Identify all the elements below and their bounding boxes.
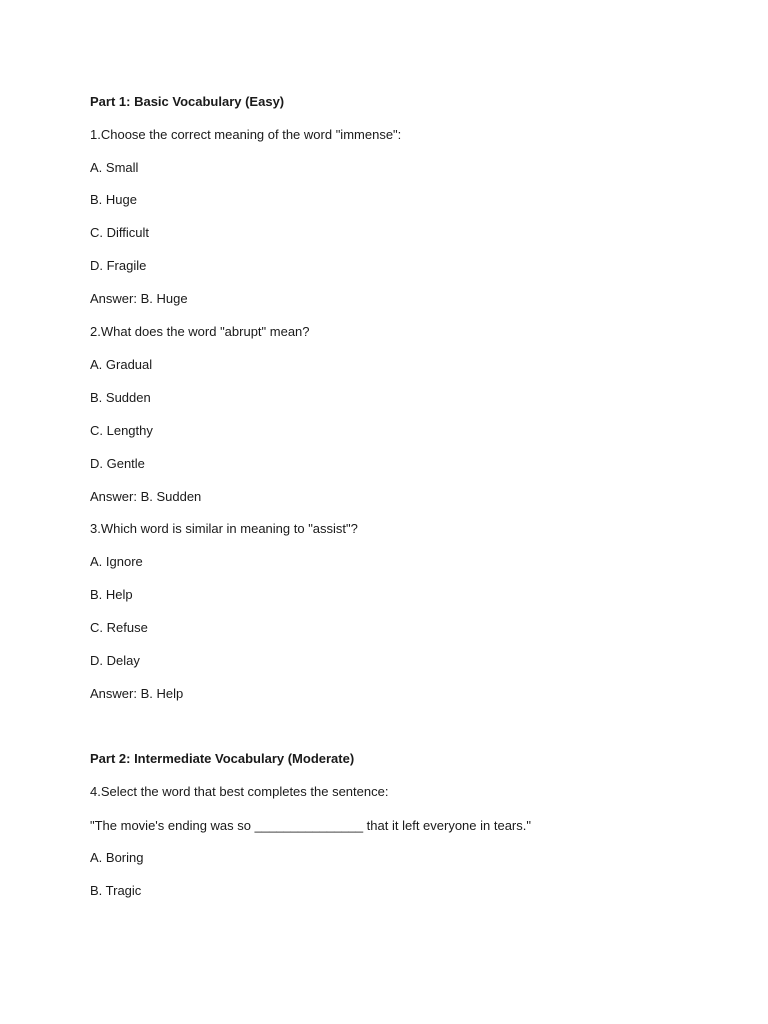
q2-answer: Answer: B. Sudden	[90, 489, 202, 504]
q2-option-c: C. Lengthy	[90, 423, 153, 438]
question-2: 2.What does the word "abrupt" mean?	[90, 324, 310, 339]
q4-sentence: "The movie's ending was so _______________ that it left everyone in tears."	[90, 818, 531, 833]
q3-option-c: C. Refuse	[90, 620, 148, 635]
q1-answer: Answer: B. Huge	[90, 291, 188, 306]
question-1: 1.Choose the correct meaning of the word "immense":	[90, 127, 402, 142]
q4-option-a: A. Boring	[90, 850, 144, 865]
q2-option-b: B. Sudden	[90, 390, 151, 405]
q1-option-d: D. Fragile	[90, 258, 147, 273]
q3-option-d: D. Delay	[90, 653, 140, 668]
q1-option-a: A. Small	[90, 160, 139, 175]
question-3: 3.Which word is similar in meaning to "assist"?	[90, 521, 358, 536]
part1-heading: Part 1: Basic Vocabulary (Easy)	[90, 94, 285, 109]
q2-option-a: A. Gradual	[90, 357, 153, 372]
q3-answer: Answer: B. Help	[90, 686, 184, 701]
q1-option-c: C. Difficult	[90, 225, 149, 240]
q3-option-a: A. Ignore	[90, 554, 143, 569]
q4-option-b: B. Tragic	[90, 883, 142, 898]
q3-option-b: B. Help	[90, 587, 133, 602]
question-4: 4.Select the word that best completes the sentence:	[90, 784, 389, 799]
part2-heading: Part 2: Intermediate Vocabulary (Moderate)	[90, 751, 355, 766]
q2-option-d: D. Gentle	[90, 456, 145, 471]
q1-option-b: B. Huge	[90, 192, 137, 207]
